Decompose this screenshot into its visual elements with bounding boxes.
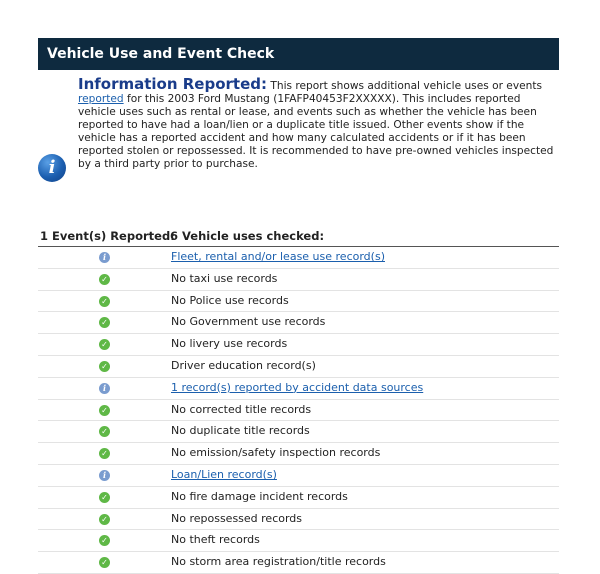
- table-row: [38, 400, 559, 422]
- check-icon: ✓: [99, 535, 110, 546]
- record-text: No corrected title records: [171, 402, 312, 416]
- record-link[interactable]: Loan/Lien record(s): [171, 467, 277, 481]
- record-text: No Government use records: [171, 315, 326, 329]
- events-reported-header: 1 Event(s) Reported:: [40, 229, 175, 243]
- table-row: [38, 509, 559, 531]
- uses-checked-header: 6 Vehicle uses checked:: [170, 229, 325, 243]
- check-icon: ✓: [99, 492, 110, 503]
- record-text: No storm area registration/title records: [171, 555, 386, 569]
- check-icon: ✓: [99, 448, 110, 459]
- table-row: [38, 443, 559, 465]
- table-row: [38, 378, 559, 400]
- record-text: No duplicate title records: [171, 424, 310, 438]
- table-row: [38, 530, 559, 552]
- table-row: [38, 269, 559, 291]
- table-row: [38, 291, 559, 313]
- table-row: [38, 421, 559, 443]
- check-icon: ✓: [99, 296, 110, 307]
- check-icon: ✓: [99, 339, 110, 350]
- record-text: No theft records: [171, 533, 260, 547]
- section-header: [38, 38, 559, 70]
- vehicle-use-panel: [38, 38, 559, 574]
- table-row: [38, 334, 559, 356]
- info-icon: i: [99, 383, 110, 394]
- record-text: No livery use records: [171, 337, 288, 351]
- table-row: [38, 247, 559, 269]
- table-row: [38, 356, 559, 378]
- record-text: Driver education record(s): [171, 358, 316, 372]
- information-title: Information Reported:: [78, 75, 268, 93]
- check-icon: ✓: [99, 317, 110, 328]
- table-row: [38, 487, 559, 509]
- info-icon: i: [99, 252, 110, 263]
- check-icon: ✓: [99, 361, 110, 372]
- information-body: for this 2003 Ford Mustang (1FAFP40453F2XXXXX). This includes reported vehicle uses such as rental or lease, and events such as whether the vehicle has been reported to have had a loan/lien or a duplicate title issued. Other events show if the vehicle has a reported accident and how many calculated accidents or if it has been reported stolen or repossessed. It is recommended to have pre-owned vehicles inspected by a third party prior to purchase.: [78, 93, 554, 170]
- table-row: [38, 552, 559, 574]
- check-icon: ✓: [99, 274, 110, 285]
- section-title: Vehicle Use and Event Check: [47, 46, 275, 62]
- record-link[interactable]: Fleet, rental and/or lease use record(s): [171, 250, 385, 263]
- check-icon: ✓: [99, 405, 110, 416]
- column-headers: [38, 226, 559, 247]
- record-text: No fire damage incident records: [171, 489, 348, 503]
- check-icon: ✓: [99, 514, 110, 525]
- record-link[interactable]: 1 record(s) reported by accident data sources: [171, 380, 424, 394]
- information-lead: This report shows additional vehicle uses or events: [267, 80, 542, 92]
- information-text: [78, 75, 556, 171]
- info-icon: i: [38, 154, 66, 182]
- record-text: No emission/safety inspection records: [171, 446, 381, 460]
- table-row: [38, 465, 559, 487]
- table-row: [38, 312, 559, 334]
- check-icon: ✓: [99, 557, 110, 568]
- record-text: No Police use records: [171, 293, 289, 307]
- record-text: No taxi use records: [171, 271, 278, 285]
- info-icon: i: [99, 470, 110, 481]
- information-block: [38, 75, 559, 218]
- record-text: No repossessed records: [171, 511, 303, 525]
- check-icon: ✓: [99, 426, 110, 437]
- reported-link[interactable]: reported: [78, 93, 124, 105]
- records-list: [38, 247, 559, 574]
